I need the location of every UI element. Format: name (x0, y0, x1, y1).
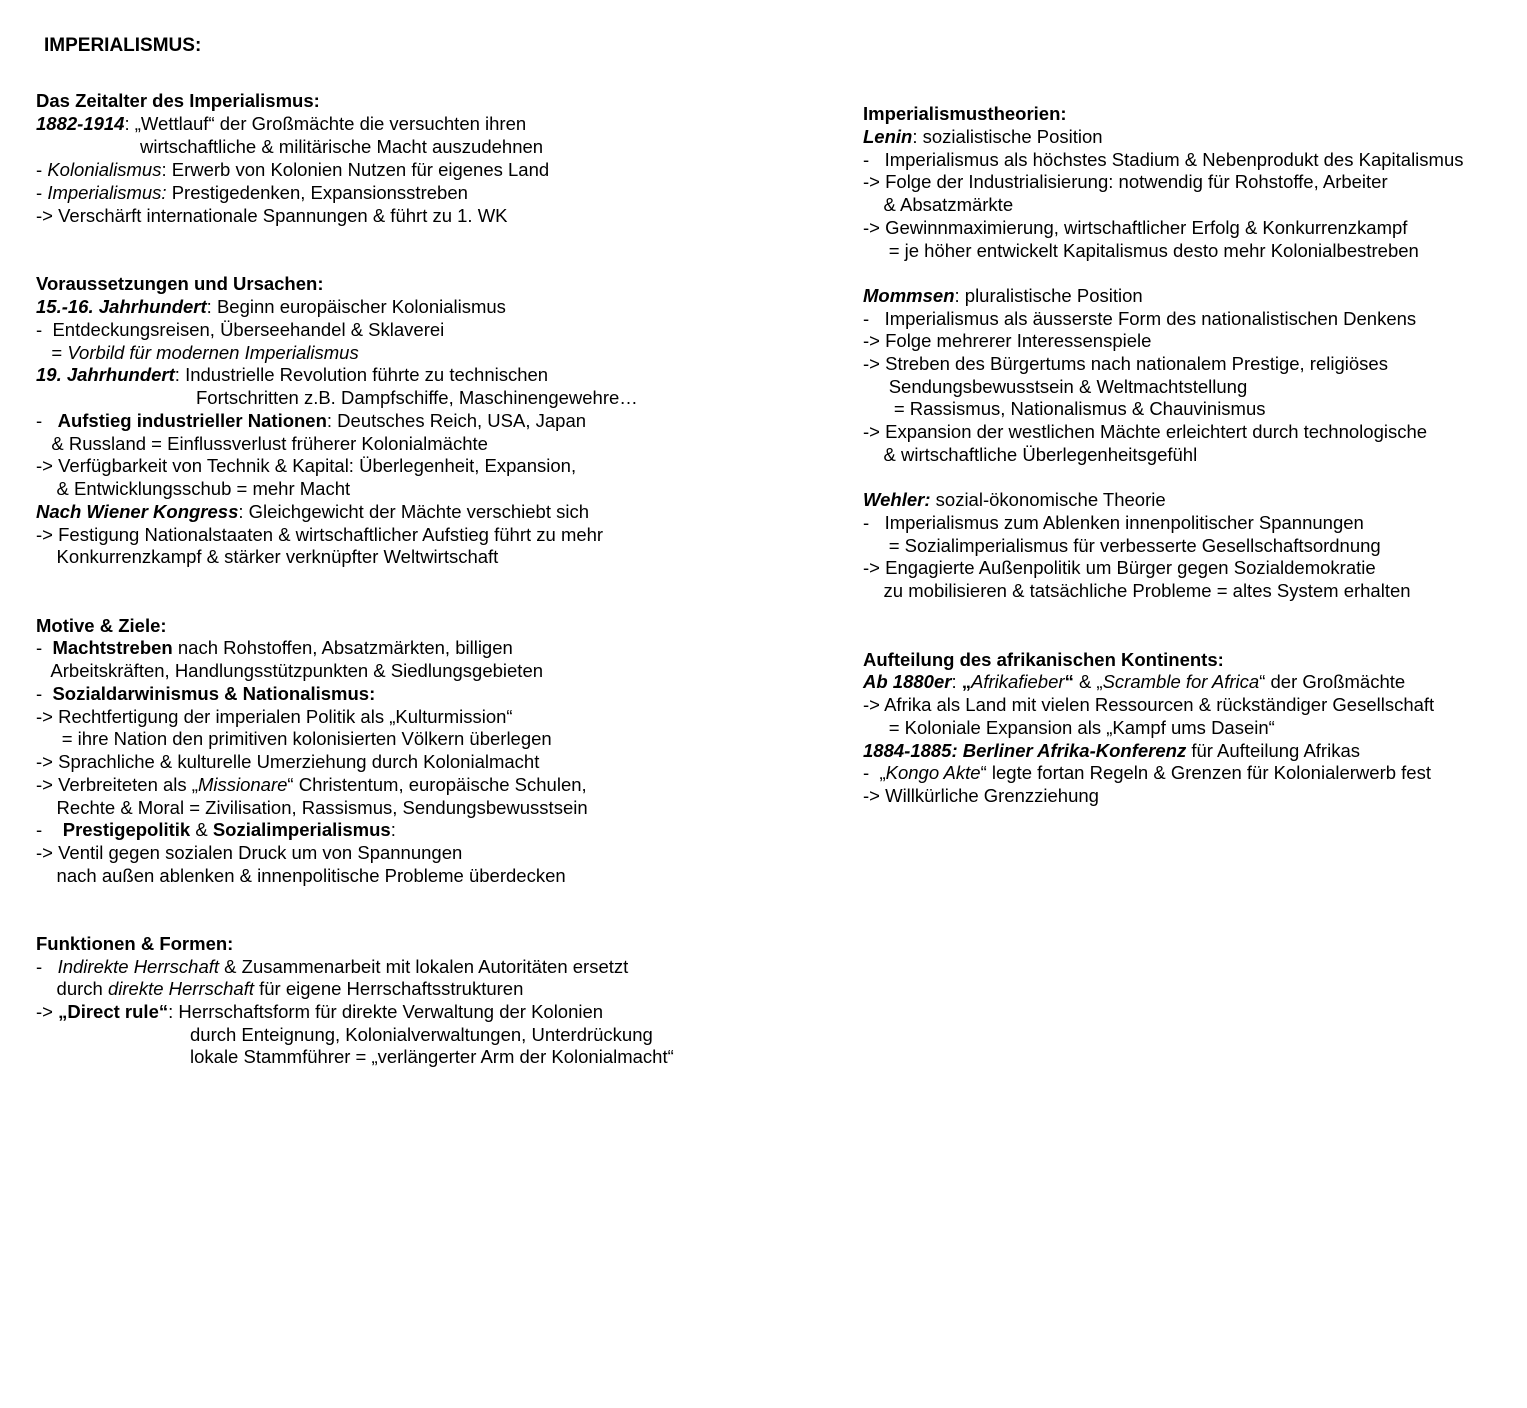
section-afrika (863, 649, 1435, 1226)
text-line: = Koloniale Expansion als „Kampf ums Dasein“ (863, 717, 1275, 738)
section-heading: Imperialismustheorien: (863, 103, 1067, 124)
text-line: Sendungsbewusstsein & Weltmachtstellung (863, 376, 1248, 397)
text-line: zu mobilisieren & tatsächliche Probleme = altes System erhalten (863, 580, 1411, 601)
text-line: -> Gewinnmaximierung, wirtschaftlicher Erfolg & Konkurrenzkampf (863, 217, 1408, 238)
text-line: wirtschaftliche & militärische Macht auszudehnen (140, 136, 544, 157)
text-line: - Kolonialismus: Erwerb von Kolonien Nutzen für eigenes Land (36, 159, 550, 180)
text-line: - Indirekte Herrschaft & Zusammenarbeit mit lokalen Autoritäten ersetzt (36, 956, 629, 977)
text-line: = je höher entwickelt Kapitalismus desto mehr Kolonialbestreben (863, 240, 1419, 261)
text-line: Nach Wiener Kongress: Gleichgewicht der Mächte verschiebt sich (36, 501, 589, 522)
text-line: - „Kongo Akte“ legte fortan Regeln & Grenzen für Kolonialerwerb fest (863, 762, 1431, 783)
text-line: 1884-1885: Berliner Afrika-Konferenz für Aufteilung Afrikas (863, 740, 1360, 761)
text-line: 15.-16. Jahrhundert: Beginn europäischer Kolonialismus (36, 296, 506, 317)
section-heading: Voraussetzungen und Ursachen: (36, 273, 324, 294)
text-line: -> Ventil gegen sozialen Druck um von Spannungen (36, 842, 463, 863)
text-line: - Imperialismus: Prestigedenken, Expansionsstreben (36, 182, 468, 203)
text-line: Ab 1880er: „Afrikafieber“ & „Scramble for Africa“ der Großmächte (863, 671, 1406, 692)
text-line: - Machtstreben nach Rohstoffen, Absatzmärkten, billigen (36, 637, 513, 658)
text-line: = Vorbild für modernen Imperialismus (36, 342, 359, 363)
section-heading: Motive & Ziele: (36, 615, 167, 636)
text-line: 19. Jahrhundert: Industrielle Revolution führte zu technischen (36, 364, 549, 385)
text-line: -> Willkürliche Grenzziehung (863, 785, 1099, 806)
text-line: Wehler: sozial-ökonomische Theorie (863, 489, 1166, 510)
section-heading: Aufteilung des afrikanischen Kontinents: (863, 649, 1224, 670)
text-line: durch direkte Herrschaft für eigene Herrschaftsstrukturen (36, 978, 524, 999)
text-line: & Entwicklungsschub = mehr Macht (36, 478, 351, 499)
text-line: - Imperialismus als höchstes Stadium & Nebenprodukt des Kapitalismus (863, 149, 1464, 170)
text-line: & Russland = Einflussverlust früherer Kolonialmächte (36, 433, 488, 454)
text-line: -> „Direct rule“: Herrschaftsform für direkte Verwaltung der Kolonien (36, 1001, 604, 1022)
text-line: Lenin: sozialistische Position (863, 126, 1103, 147)
text-line: -> Folge mehrerer Interessenspiele (863, 330, 1152, 351)
text-line: -> Expansion der westlichen Mächte erleichtert durch technologische (863, 421, 1428, 442)
text-line: - Sozialdarwinismus & Nationalismus: (36, 683, 376, 704)
section-zeitalter (36, 90, 550, 273)
text-line: -> Afrika als Land mit vielen Ressourcen & rückständiger Gesellschaft (863, 694, 1435, 715)
text-line: -> Verfügbarkeit von Technik & Kapital: Überlegenheit, Expansion, (36, 455, 577, 476)
text-line: = Rassismus, Nationalismus & Chauvinismus (863, 398, 1266, 419)
text-line: Mommsen: pluralistische Position (863, 285, 1143, 306)
text-line: -> Sprachliche & kulturelle Umerziehung durch Kolonialmacht (36, 751, 540, 772)
text-line: = ihre Nation den primitiven kolonisierten Völkern überlegen (36, 728, 552, 749)
text-line: -> Verschärft internationale Spannungen & führt zu 1. WK (36, 205, 508, 226)
text-line: - Imperialismus zum Ablenken innenpolitischer Spannungen (863, 512, 1364, 533)
text-line: durch Enteignung, Kolonialverwaltungen, Unterdrückung (190, 1024, 653, 1045)
text-line: - Aufstieg industrieller Nationen: Deutsches Reich, USA, Japan (36, 410, 587, 431)
text-line: - Entdeckungsreisen, Überseehandel & Sklaverei (36, 319, 445, 340)
text-line: -> Folge der Industrialisierung: notwendig für Rohstoffe, Arbeiter (863, 171, 1388, 192)
text-line: - Imperialismus als äusserste Form des nationalistischen Denkens (863, 308, 1417, 329)
text-line: Arbeitskräften, Handlungsstützpunkten & Siedlungsgebieten (36, 660, 544, 681)
section-heading: Funktionen & Formen: (36, 933, 234, 954)
text-line: = Sozialimperialismus für verbesserte Gesellschaftsordnung (863, 535, 1381, 556)
left-column (36, 0, 674, 1408)
right-column (863, 0, 1464, 1249)
text-line: -> Engagierte Außenpolitik um Bürger gegen Sozialdemokratie (863, 557, 1376, 578)
text-line: & Absatzmärkte (863, 194, 1014, 215)
document-title: IMPERIALISMUS: (44, 35, 202, 56)
text-line: Rechte & Moral = Zivilisation, Rassismus, Sendungsbewusstsein (36, 797, 588, 818)
section-heading: Das Zeitalter des Imperialismus: (36, 90, 320, 111)
text-line: Fortschritten z.B. Dampfschiffe, Maschinengewehre… (196, 387, 638, 408)
text-line: Konkurrenzkampf & stärker verknüpfter Weltwirtschaft (36, 546, 499, 567)
text-line: -> Rechtfertigung der imperialen Politik als „Kulturmission“ (36, 706, 513, 727)
text-line: -> Streben des Bürgertums nach nationalem Prestige, religiöses (863, 353, 1388, 374)
text-line: - Prestigepolitik & Sozialimperialismus: (36, 819, 396, 840)
section-funktionen (36, 933, 674, 1385)
text-line: nach außen ablenken & innenpolitische Probleme überdecken (36, 865, 566, 886)
text-line: -> Verbreiteten als „Missionare“ Christentum, europäische Schulen, (36, 774, 587, 795)
text-line: & wirtschaftliche Überlegenheitsgefühl (863, 444, 1198, 465)
text-line: lokale Stammführer = „verlängerter Arm der Kolonialmacht“ (190, 1046, 674, 1067)
text-line: 1882-1914: „Wettlauf“ der Großmächte die versuchten ihren (36, 113, 527, 134)
text-line: -> Festigung Nationalstaaten & wirtschaftlicher Aufstieg führt zu mehr (36, 524, 604, 545)
